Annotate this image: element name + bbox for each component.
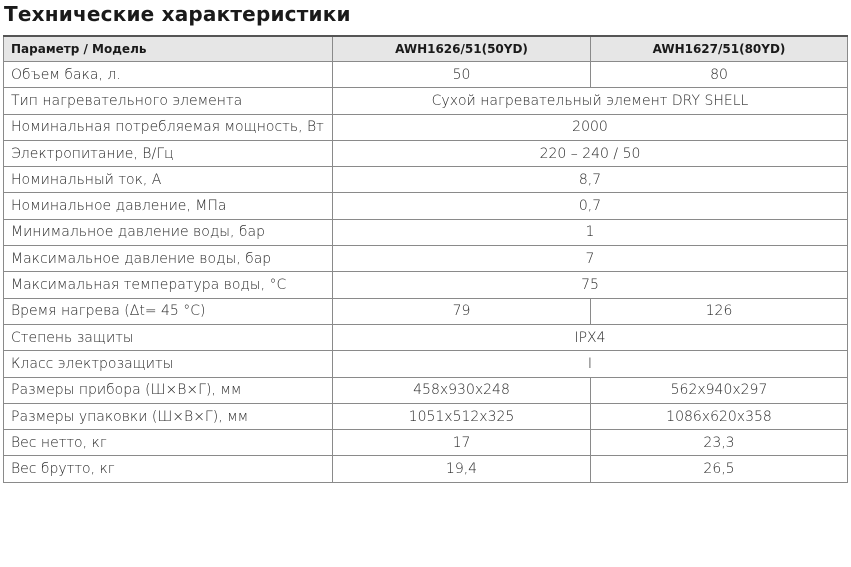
- row-label: Номинальная потребляемая мощность, Вт: [4, 114, 333, 140]
- row-value-model-1: 17: [333, 430, 591, 456]
- table-row: [4, 324, 848, 350]
- row-label: Номинальное давление, МПа: [4, 193, 333, 219]
- header-model-1: AWH1626/51(50YD): [333, 36, 591, 62]
- row-label: Номинальный ток, А: [4, 167, 333, 193]
- table-row: [4, 272, 848, 298]
- row-value-shared: 1: [333, 219, 848, 245]
- table-row: [4, 351, 848, 377]
- table-row: [4, 140, 848, 166]
- row-value-model-2: 562x940x297: [591, 377, 848, 403]
- table-row: [4, 62, 848, 88]
- table-row: [4, 193, 848, 219]
- table-row: [4, 246, 848, 272]
- table-row: [4, 456, 848, 482]
- row-value-model-2: 126: [591, 298, 848, 324]
- row-label: Максимальная температура воды, °С: [4, 272, 333, 298]
- row-value-model-1: 50: [333, 62, 591, 88]
- header-param: Параметр / Модель: [4, 36, 333, 62]
- specs-table: [3, 35, 848, 483]
- table-row: [4, 298, 848, 324]
- row-value-model-2: 23,3: [591, 430, 848, 456]
- row-value-shared: 2000: [333, 114, 848, 140]
- row-value-shared: I: [333, 351, 848, 377]
- row-value-model-2: 1086x620x358: [591, 403, 848, 429]
- header-model-2: AWH1627/51(80YD): [591, 36, 848, 62]
- row-label: Электропитание, В/Гц: [4, 140, 333, 166]
- row-value-model-1: 79: [333, 298, 591, 324]
- table-row: [4, 88, 848, 114]
- row-value-model-2: 26,5: [591, 456, 848, 482]
- row-value-shared: 0,7: [333, 193, 848, 219]
- row-label: Класс электрозащиты: [4, 351, 333, 377]
- table-header-row: [4, 36, 848, 62]
- row-label: Степень защиты: [4, 324, 333, 350]
- row-value-shared: 220 – 240 / 50: [333, 140, 848, 166]
- row-value-model-1: 458x930x248: [333, 377, 591, 403]
- row-value-shared: Сухой нагревательный элемент DRY SHELL: [333, 88, 848, 114]
- table-row: [4, 114, 848, 140]
- row-label: Максимальное давление воды, бар: [4, 246, 333, 272]
- row-label: Вес нетто, кг: [4, 430, 333, 456]
- row-value-shared: 7: [333, 246, 848, 272]
- row-value-shared: 8,7: [333, 167, 848, 193]
- row-label: Размеры упаковки (Ш×В×Г), мм: [4, 403, 333, 429]
- row-label: Вес брутто, кг: [4, 456, 333, 482]
- row-value-shared: 75: [333, 272, 848, 298]
- table-row: [4, 167, 848, 193]
- table-row: [4, 403, 848, 429]
- page-title: Технические характеристики: [4, 2, 351, 26]
- row-value-model-1: 1051x512x325: [333, 403, 591, 429]
- table-row: [4, 219, 848, 245]
- table-row: [4, 430, 848, 456]
- row-value-model-2: 80: [591, 62, 848, 88]
- row-value-model-1: 19,4: [333, 456, 591, 482]
- table-row: [4, 377, 848, 403]
- row-label: Время нагрева (Δt= 45 °С): [4, 298, 333, 324]
- row-label: Минимальное давление воды, бар: [4, 219, 333, 245]
- row-label: Объем бака, л.: [4, 62, 333, 88]
- row-label: Размеры прибора (Ш×В×Г), мм: [4, 377, 333, 403]
- row-value-shared: IPX4: [333, 324, 848, 350]
- row-label: Тип нагревательного элемента: [4, 88, 333, 114]
- specs-table-body: [4, 62, 848, 483]
